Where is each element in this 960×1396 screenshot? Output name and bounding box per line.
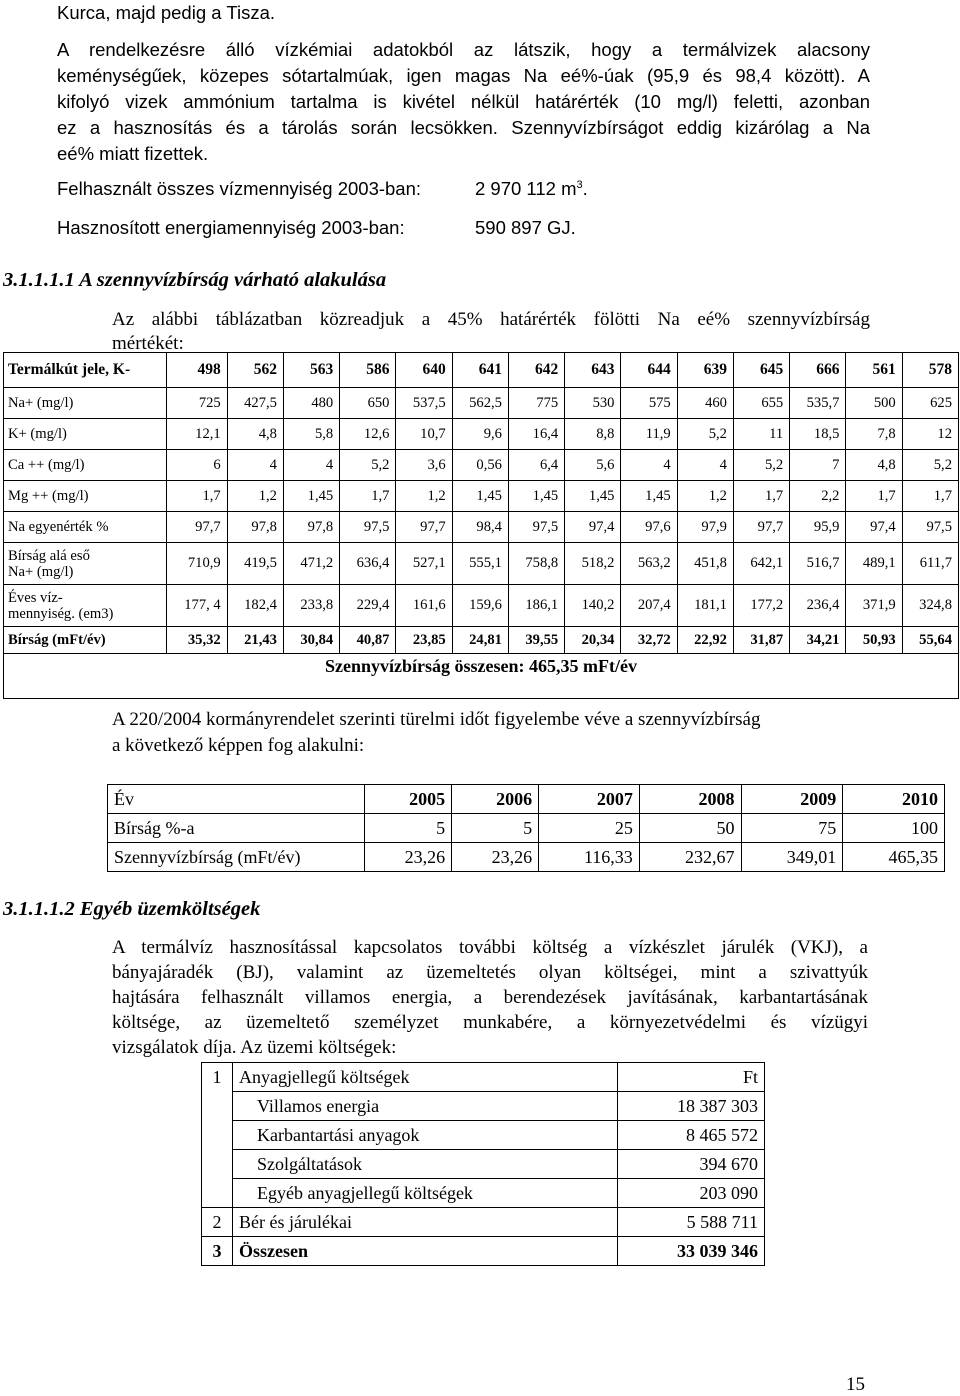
paragraph-line: vizsgálatok díja. Az üzemi költségek: (112, 1037, 397, 1058)
row-amount: Ft (618, 1063, 765, 1092)
row-number: 2 (202, 1208, 233, 1237)
row-number: 1 (202, 1063, 233, 1092)
row-label: Karbantartási anyagok (233, 1121, 618, 1150)
table-cell: 3,6 (396, 450, 452, 481)
table-cell: 207,4 (621, 585, 677, 627)
table-row (4, 419, 959, 450)
intro-line: Kurca, majd pedig a Tisza. (57, 2, 275, 23)
row-label: Éves víz- mennyiség. (em3) (4, 585, 167, 627)
table-cell: 4,8 (227, 419, 283, 450)
row-label: Na egyenérték % (4, 512, 167, 543)
table-cell: 611,7 (902, 543, 958, 585)
table-cell: 12,6 (340, 419, 396, 450)
section-heading: 3.1.1.1.2 Egyéb üzemköltségek (3, 898, 261, 920)
table-intro-line: mértékét: (112, 333, 184, 354)
table-header-row (4, 353, 959, 388)
row-label: Szennyvízbírság (mFt/év) (108, 843, 365, 872)
table-cell: 12 (902, 419, 958, 450)
table-cell: 4 (283, 450, 339, 481)
table-cell: 2010 (843, 785, 945, 814)
table-cell: 1,2 (677, 481, 733, 512)
row-label: Egyéb anyagjellegű költségek (233, 1179, 618, 1208)
table-cell: 1,7 (340, 481, 396, 512)
table-row (202, 1092, 765, 1121)
table-cell: 32,72 (621, 627, 677, 654)
table-cell: 21,43 (227, 627, 283, 654)
well-cell: 643 (565, 353, 621, 388)
row-amount: 394 670 (618, 1150, 765, 1179)
table-cell: 758,8 (508, 543, 564, 585)
row-label: Összesen (233, 1237, 618, 1266)
table-cell: 39,55 (508, 627, 564, 654)
table-cell: 563,2 (621, 543, 677, 585)
well-cell: 586 (340, 353, 396, 388)
paragraph-line: a következő képpen fog alakulni: (112, 735, 365, 756)
table-cell: 555,1 (452, 543, 508, 585)
total-cell: Szennyvízbírság összesen: 465,35 mFt/év (4, 654, 959, 699)
well-cell: 641 (452, 353, 508, 388)
table-cell: 50 (639, 814, 741, 843)
table-cell: 2006 (452, 785, 539, 814)
header-cell: Termálkút jele, K- (4, 353, 167, 388)
table-cell: 4,8 (846, 450, 902, 481)
table-row (202, 1150, 765, 1179)
table-cell: 159,6 (452, 585, 508, 627)
table-cell: 471,2 (283, 543, 339, 585)
table-cell: 527,1 (396, 543, 452, 585)
row-label: Bér és járulékai (233, 1208, 618, 1237)
row-amount: 203 090 (618, 1179, 765, 1208)
table-cell: 460 (677, 388, 733, 419)
table-cell: 97,9 (677, 512, 733, 543)
paragraph-line: kifolyó vizek ammónium tartalma is kivétel nélkül határérték (10 mg/l) feletti, azonban (57, 91, 870, 112)
paragraph-line: költsége, az üzemeltető személyzet munkabére, a környezetvédelmi és vízügyi (112, 1012, 868, 1033)
row-amount: 18 387 303 (618, 1092, 765, 1121)
row-amount: 8 465 572 (618, 1121, 765, 1150)
well-cell: 645 (733, 353, 789, 388)
table-cell: 236,4 (790, 585, 846, 627)
paragraph-line: A 220/2004 kormányrendelet szerinti türelmi időt figyelembe véve a szennyvízbírság (112, 709, 761, 730)
row-label: Bírság alá eső Na+ (mg/l) (4, 543, 167, 585)
table-cell: 516,7 (790, 543, 846, 585)
table-cell: 98,4 (452, 512, 508, 543)
well-cell: 639 (677, 353, 733, 388)
table-cell: 1,45 (452, 481, 508, 512)
paragraph-line: ez a hasznosítás és a tárolás során lecsökken. Szennyvízbírságot eddig kizárólag a Na (57, 117, 870, 138)
table-cell: 11,9 (621, 419, 677, 450)
table-cell: 23,85 (396, 627, 452, 654)
table-cell: 6 (167, 450, 228, 481)
well-cell: 644 (621, 353, 677, 388)
table-cell: 5,2 (340, 450, 396, 481)
table-cell: 710,9 (167, 543, 228, 585)
table-cell: 324,8 (902, 585, 958, 627)
table-row (202, 1063, 765, 1092)
paragraph-line: A rendelkezésre álló vízkémiai adatokból az látszik, hogy a termálvizek alacsony (57, 39, 870, 60)
paragraph-line: keménységűek, közepes sótartalmúak, igen magas Na eé%-úak (95,9 és 98,4 között). A (57, 65, 870, 86)
table-row (4, 512, 959, 543)
table-cell: 625 (902, 388, 958, 419)
table-row (4, 481, 959, 512)
table-cell: 10,7 (396, 419, 452, 450)
table-cell: 1,2 (396, 481, 452, 512)
table-cell: 451,8 (677, 543, 733, 585)
table-cell: 371,9 (846, 585, 902, 627)
table-cell: 1,7 (902, 481, 958, 512)
table-cell: 12,1 (167, 419, 228, 450)
table-cell: 489,1 (846, 543, 902, 585)
table-cell: 4 (677, 450, 733, 481)
table-intro-line: Az alábbi táblázatban közreadjuk a 45% határérték fölötti Na eé% szennyvízbírság (112, 309, 870, 330)
table-cell: 2,2 (790, 481, 846, 512)
table-cell: 642,1 (733, 543, 789, 585)
table-cell: 182,4 (227, 585, 283, 627)
table-cell: 229,4 (340, 585, 396, 627)
row-label: Bírság %-a (108, 814, 365, 843)
row-label: Év (108, 785, 365, 814)
table-row (4, 388, 959, 419)
table-cell: 500 (846, 388, 902, 419)
table-cell: 0,56 (452, 450, 508, 481)
table-cell: 1,7 (733, 481, 789, 512)
water-label: Felhasznált összes vízmennyiség 2003-ban: (57, 178, 422, 199)
table-cell: 25 (539, 814, 640, 843)
table-row (202, 1121, 765, 1150)
table-cell: 1,45 (565, 481, 621, 512)
table-cell: 97,6 (621, 512, 677, 543)
table-row (4, 627, 959, 654)
table-cell: 97,8 (283, 512, 339, 543)
table-cell: 427,5 (227, 388, 283, 419)
table-cell: 97,5 (340, 512, 396, 543)
table-cell: 232,67 (639, 843, 741, 872)
table-cell: 1,7 (167, 481, 228, 512)
row-label: K+ (mg/l) (4, 419, 167, 450)
row-number (202, 1092, 233, 1121)
row-label: Mg ++ (mg/l) (4, 481, 167, 512)
table-cell: 480 (283, 388, 339, 419)
table-cell: 562,5 (452, 388, 508, 419)
table-cell: 140,2 (565, 585, 621, 627)
well-cell: 498 (167, 353, 228, 388)
table-cell: 18,5 (790, 419, 846, 450)
energy-value: 590 897 GJ. (475, 217, 576, 238)
table-cell: 35,32 (167, 627, 228, 654)
table-cell: 465,35 (843, 843, 945, 872)
table-cell: 177,2 (733, 585, 789, 627)
table-cell: 4 (227, 450, 283, 481)
table-cell: 5,2 (902, 450, 958, 481)
table-cell: 2005 (365, 785, 452, 814)
table-cell: 537,5 (396, 388, 452, 419)
well-cell: 640 (396, 353, 452, 388)
table-cell: 22,92 (677, 627, 733, 654)
fine-schedule-table (107, 784, 945, 872)
row-amount: 5 588 711 (618, 1208, 765, 1237)
table-cell: 11 (733, 419, 789, 450)
row-number (202, 1121, 233, 1150)
row-label: Bírság (mFt/év) (4, 627, 167, 654)
table-cell: 181,1 (677, 585, 733, 627)
table-row (108, 814, 945, 843)
row-label: Na+ (mg/l) (4, 388, 167, 419)
table-cell: 30,84 (283, 627, 339, 654)
table-cell: 186,1 (508, 585, 564, 627)
table-cell: 4 (621, 450, 677, 481)
table-cell: 2007 (539, 785, 640, 814)
row-number (202, 1150, 233, 1179)
table-cell: 1,45 (283, 481, 339, 512)
table-cell: 161,6 (396, 585, 452, 627)
table-cell: 55,64 (902, 627, 958, 654)
table-cell: 97,4 (846, 512, 902, 543)
table-cell: 16,4 (508, 419, 564, 450)
table-cell: 1,45 (621, 481, 677, 512)
table-cell: 7 (790, 450, 846, 481)
table-row (108, 843, 945, 872)
row-number: 3 (202, 1237, 233, 1266)
row-number (202, 1179, 233, 1208)
table-cell: 20,34 (565, 627, 621, 654)
table-cell: 775 (508, 388, 564, 419)
table-cell: 116,33 (539, 843, 640, 872)
table-cell: 8,8 (565, 419, 621, 450)
table-cell: 177, 4 (167, 585, 228, 627)
table-cell: 34,21 (790, 627, 846, 654)
table-cell: 23,26 (365, 843, 452, 872)
row-amount: 33 039 346 (618, 1237, 765, 1266)
well-cell: 578 (902, 353, 958, 388)
table-cell: 5 (452, 814, 539, 843)
table-cell: 97,7 (167, 512, 228, 543)
table-cell: 31,87 (733, 627, 789, 654)
fine-table (3, 352, 959, 699)
table-cell: 518,2 (565, 543, 621, 585)
table-cell: 5,6 (565, 450, 621, 481)
table-cell: 9,6 (452, 419, 508, 450)
well-cell: 561 (846, 353, 902, 388)
table-cell: 23,26 (452, 843, 539, 872)
table-row (4, 543, 959, 585)
table-cell: 97,8 (227, 512, 283, 543)
well-cell: 563 (283, 353, 339, 388)
row-label: Ca ++ (mg/l) (4, 450, 167, 481)
paragraph-line: hajtására felhasznált villamos energia, a berendezések javításának, karbantartásának (112, 987, 868, 1008)
table-cell: 1,45 (508, 481, 564, 512)
row-label: Anyagjellegű költségek (233, 1063, 618, 1092)
table-cell: 2009 (741, 785, 843, 814)
table-cell: 97,7 (733, 512, 789, 543)
table-cell: 655 (733, 388, 789, 419)
table-cell: 535,7 (790, 388, 846, 419)
table-cell: 5,8 (283, 419, 339, 450)
table-cell: 97,7 (396, 512, 452, 543)
table-cell: 40,87 (340, 627, 396, 654)
table-cell: 2008 (639, 785, 741, 814)
table-cell: 419,5 (227, 543, 283, 585)
table-cell: 1,7 (846, 481, 902, 512)
table-cell: 6,4 (508, 450, 564, 481)
table-cell: 530 (565, 388, 621, 419)
well-cell: 666 (790, 353, 846, 388)
table-cell: 650 (340, 388, 396, 419)
table-cell: 95,9 (790, 512, 846, 543)
table-row (202, 1208, 765, 1237)
table-cell: 100 (843, 814, 945, 843)
table-cell: 75 (741, 814, 843, 843)
table-cell: 5,2 (733, 450, 789, 481)
table-cell: 1,2 (227, 481, 283, 512)
table-row (4, 450, 959, 481)
water-value: 2 970 112 $m^3$. (475, 178, 588, 199)
table-cell: 725 (167, 388, 228, 419)
table-cell: 97,4 (565, 512, 621, 543)
row-label: Villamos energia (233, 1092, 618, 1121)
table-cell: 5 (365, 814, 452, 843)
energy-label: Hasznosított energiamennyiség 2003-ban: (57, 217, 405, 238)
table-cell: 24,81 (452, 627, 508, 654)
operating-cost-table (201, 1062, 765, 1266)
table-row (202, 1179, 765, 1208)
table-cell: 50,93 (846, 627, 902, 654)
table-row (202, 1237, 765, 1266)
table-cell: 97,5 (902, 512, 958, 543)
table-cell: 7,8 (846, 419, 902, 450)
paragraph-line: eé% miatt fizettek. (57, 143, 209, 164)
well-cell: 562 (227, 353, 283, 388)
table-row (4, 585, 959, 627)
section-heading: 3.1.1.1.1 A szennyvízbírság várható alakulása (3, 269, 387, 291)
paragraph-line: bányajáradék (BJ), valamint az üzemeltetés olyan költségei, mint a szivattyúk (112, 962, 868, 983)
table-cell: 5,2 (677, 419, 733, 450)
table-cell: 349,01 (741, 843, 843, 872)
page-number: 15 (846, 1374, 865, 1395)
paragraph-line: A termálvíz hasznosítással kapcsolatos további költség a vízkészlet járulék (VKJ), a (112, 937, 868, 958)
total-row (4, 654, 959, 699)
well-cell: 642 (508, 353, 564, 388)
table-cell: 636,4 (340, 543, 396, 585)
table-cell: 575 (621, 388, 677, 419)
table-cell: 97,5 (508, 512, 564, 543)
table-cell: 233,8 (283, 585, 339, 627)
table-row (108, 785, 945, 814)
row-label: Szolgáltatások (233, 1150, 618, 1179)
